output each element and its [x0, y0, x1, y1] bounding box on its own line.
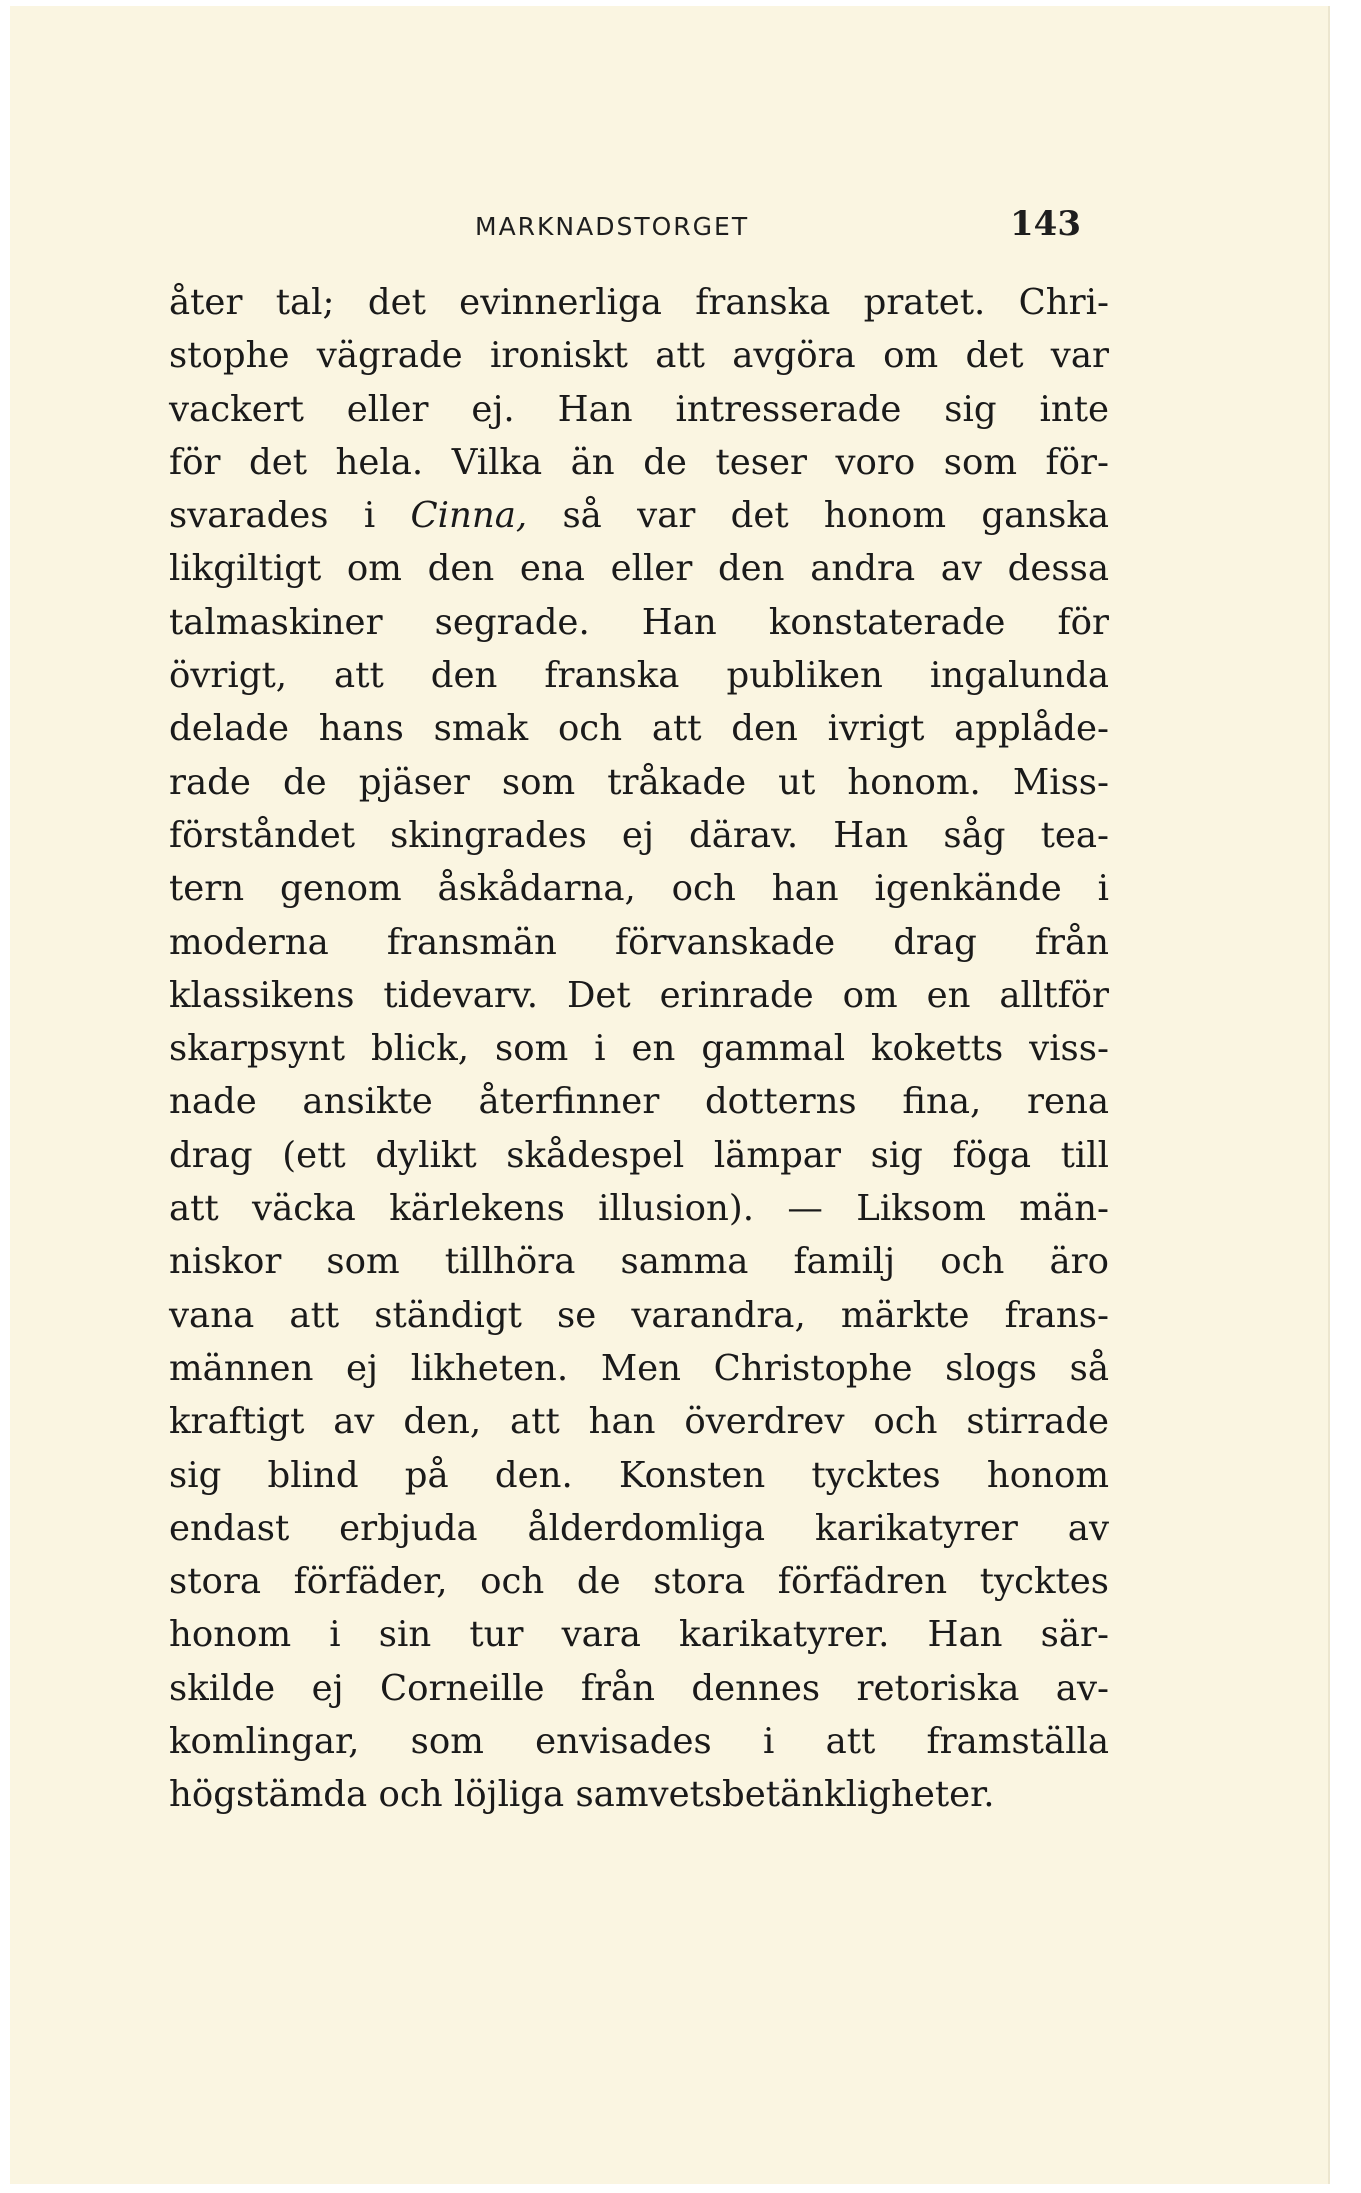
text-line: drag (ett dylikt skådespel lämpar sig föga till — [169, 1134, 1109, 1176]
text-line: att väcka kärlekens illusion). — Liksom män- — [169, 1188, 1109, 1230]
text-line: stophe vägrade ironiskt att avgöra om det var — [169, 335, 1109, 377]
text-line: honom i sin tur vara karikatyrer. Han sär- — [169, 1614, 1109, 1656]
page-number: 143 — [1010, 204, 1081, 244]
text-line: likgiltigt om den ena eller den andra av dessa — [169, 548, 1109, 590]
text-line: delade hans smak och att den ivrigt applåde- — [169, 708, 1109, 750]
body-text — [169, 276, 1109, 1822]
text-line: kraftigt av den, att han överdrev och stirrade — [169, 1401, 1109, 1443]
text-line: övrigt, att den franska publiken ingalunda — [169, 655, 1109, 697]
text-line-start: svarades i — [169, 495, 411, 537]
text-line: sig blind på den. Konsten tycktes honom — [169, 1454, 1109, 1496]
italic-title: Cinna, — [410, 495, 528, 537]
page-header — [10, 204, 1328, 252]
text-line: endast erbjuda ålderdomliga karikatyrer av — [169, 1507, 1109, 1549]
book-page — [10, 6, 1330, 2184]
text-line: stora förfäder, och de stora förfädren tycktes — [169, 1561, 1109, 1603]
text-line: förståndet skingrades ej därav. Han såg tea- — [169, 814, 1109, 856]
text-line: skilde ej Corneille från dennes retoriska av- — [169, 1667, 1109, 1709]
text-line: för det hela. Vilka än de teser voro som för- — [169, 441, 1109, 483]
text-line: rade de pjäser som tråkade ut honom. Miss- — [169, 761, 1109, 803]
text-line: komlingar, som envisades i att framställa — [169, 1721, 1109, 1763]
text-line — [169, 489, 1109, 542]
text-line: vackert eller ej. Han intresserade sig inte — [169, 388, 1109, 430]
text-line: åter tal; det evinnerliga franska pratet. Chri- — [169, 282, 1109, 323]
text-line: skarpsynt blick, som i en gammal koketts viss- — [169, 1028, 1109, 1070]
running-head: MARKNADSTORGET — [475, 212, 750, 241]
text-line: niskor som tillhöra samma familj och äro — [169, 1241, 1109, 1283]
text-line-end: så var det honom ganska — [527, 495, 1109, 537]
text-line: talmaskiner segrade. Han konstaterade för — [169, 601, 1109, 643]
text-line: männen ej likheten. Men Christophe slogs så — [169, 1347, 1109, 1389]
text-line: högstämda och löjliga samvetsbetänkligheter. — [169, 1774, 995, 1816]
text-line: nade ansikte återfinner dotterns fina, rena — [169, 1081, 1109, 1123]
text-line: vana att ständigt se varandra, märkte frans- — [169, 1294, 1109, 1336]
text-line: klassikens tidevarv. Det erinrade om en alltför — [169, 974, 1109, 1016]
text-line: tern genom åskådarna, och han igenkände i — [169, 868, 1109, 910]
text-line: moderna fransmän förvanskade drag från — [169, 921, 1109, 963]
